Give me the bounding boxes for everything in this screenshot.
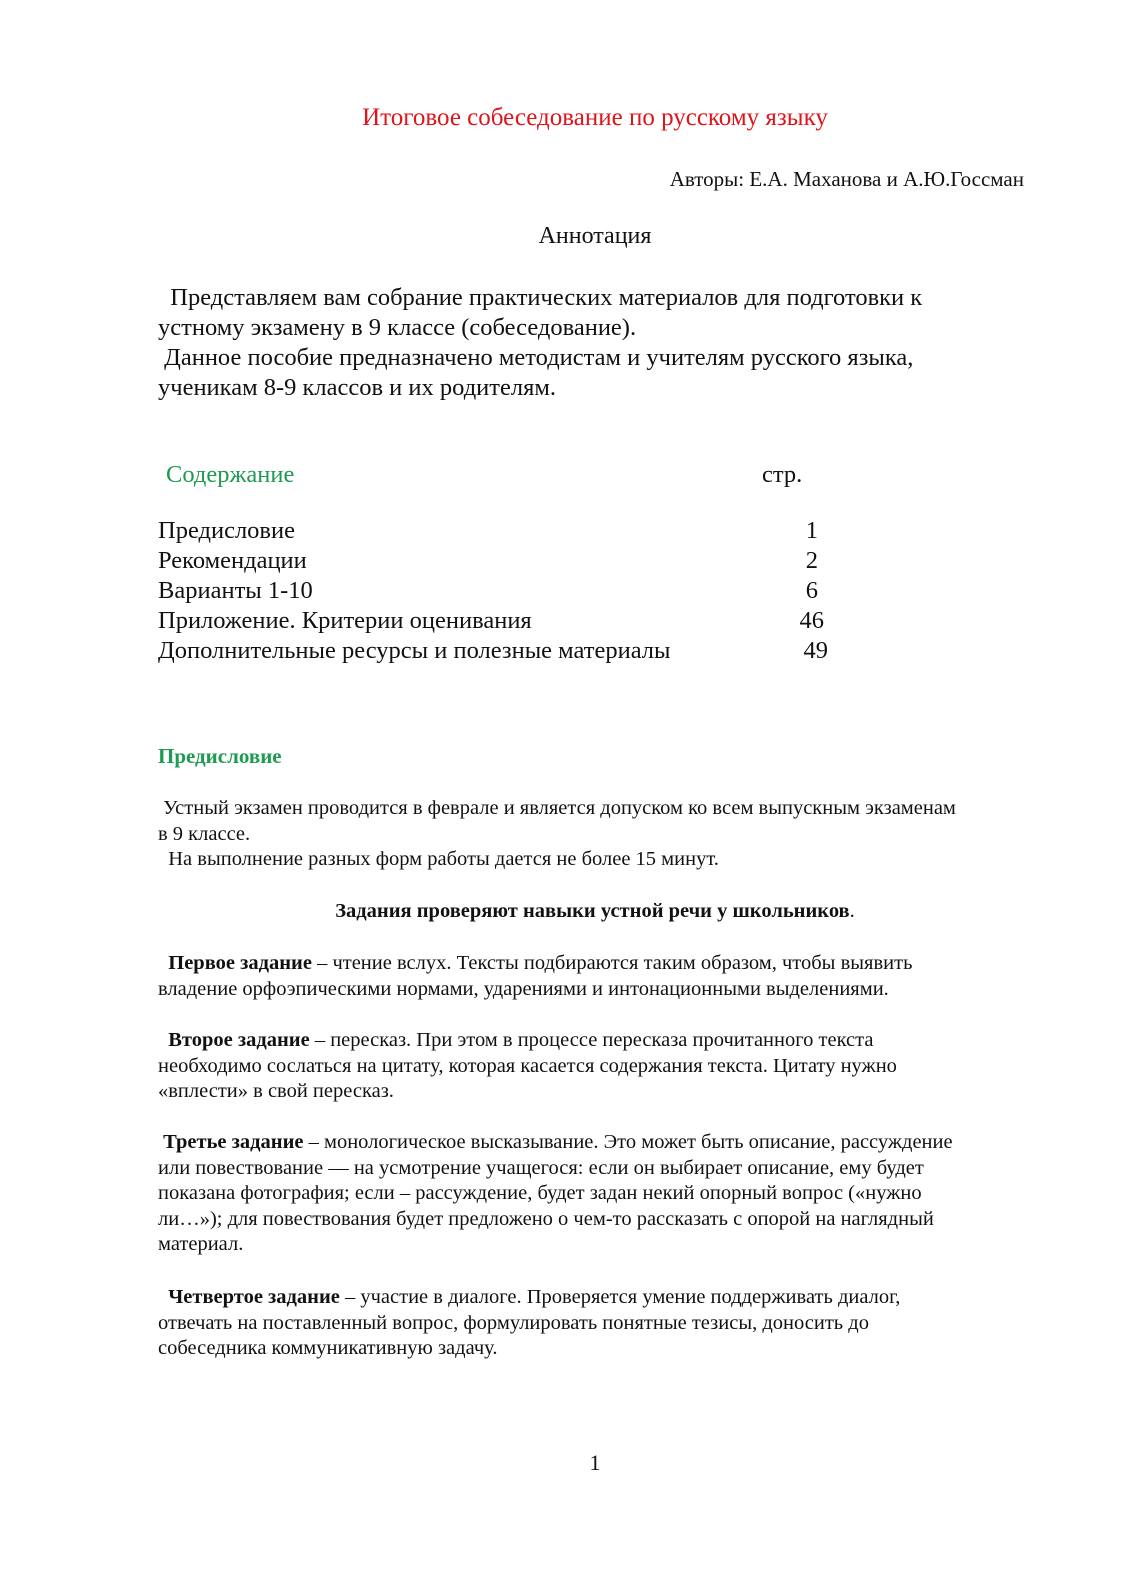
preface-intro — [158, 796, 1038, 873]
document-title: Итоговое собеседование по русскому языку — [362, 104, 828, 131]
toc-item — [158, 516, 818, 546]
tasks-heading: Задания проверяют навыки устной речи у школьников. — [335, 900, 855, 922]
toc-item — [158, 606, 824, 636]
toc-item-label: Рекомендации — [158, 547, 307, 574]
preface-line: На выполнение разных форм работы дается не более 15 минут. — [168, 848, 719, 871]
task-3-paragraph: Третье задание – монологическое высказывание. Это может быть описание, рассуждение или повествование — на усмотрение учащегося: если он выбирает описание, ему будет показана фотография; если – рассуждение, будет задан некий опорный вопрос («нужно ли…»); для повествования будет предложено о чем-то рассказать с опорой на наглядный материал. — [158, 1131, 953, 1256]
intro-line: устному экзамену в 9 классе (собеседование). — [158, 314, 637, 341]
task-name: Второе задание — [168, 1029, 310, 1051]
toc-item-label: Варианты 1-10 — [158, 577, 313, 604]
table-of-contents — [158, 516, 828, 666]
toc-page-column-label: стр. — [762, 461, 803, 488]
toc-item — [158, 576, 818, 606]
toc-heading: Содержание — [166, 461, 295, 488]
task-name: Четвертое задание — [168, 1286, 340, 1308]
toc-item — [158, 546, 818, 576]
intro-line: ученикам 8-9 классов и их родителям. — [158, 374, 556, 401]
task-name: Первое задание — [168, 952, 312, 974]
task-4-paragraph: Четвертое задание – участие в диалоге. Проверяется умение поддерживать диалог, отвечать на поставленный вопрос, формулировать понятные тезисы, доносить до собеседника коммуникативную задачу. — [158, 1286, 901, 1360]
intro-line: Представляем вам собрание практических материалов для подготовки к — [170, 284, 923, 311]
toc-item — [158, 636, 828, 666]
toc-item-label: Предисловие — [158, 517, 295, 544]
toc-item-page: 49 — [803, 637, 828, 664]
toc-item-page: 2 — [805, 547, 818, 574]
toc-item-page: 1 — [805, 517, 818, 544]
intro-line: Данное пособие предназначено методистам и учителям русского языка, — [164, 344, 914, 371]
authors-line: Авторы: Е.А. Маханова и А.Ю.Госсман — [669, 167, 1024, 191]
toc-item-label: Дополнительные ресурсы и полезные материалы — [158, 637, 671, 664]
annotation-text — [158, 283, 1018, 403]
task-2-paragraph: Второе задание – пересказ. При этом в процессе пересказа прочитанного текста необходимо сослаться на цитату, которая касается содержания текста. Цитату нужно «вплести» в свой пересказ. — [158, 1029, 897, 1103]
toc-item-page: 46 — [799, 607, 824, 634]
task-name: Третье задание — [163, 1131, 304, 1153]
annotation-heading: Аннотация — [538, 223, 652, 249]
toc-item-label: Приложение. Критерии оценивания — [158, 607, 532, 634]
preface-heading: Предисловие — [158, 744, 282, 768]
toc-item-page: 6 — [805, 577, 818, 604]
page-number: 1 — [589, 1450, 601, 1475]
preface-line: Устный экзамен проводится в феврале и является допуском ко всем выпускным экзаменам — [163, 797, 956, 819]
task-1-paragraph: Первое задание – чтение вслух. Тексты подбираются таким образом, чтобы выявить владение орфоэпическими нормами, ударениями и интонационными выделениями. — [158, 952, 913, 1000]
preface-line: в 9 классе. — [158, 822, 251, 845]
